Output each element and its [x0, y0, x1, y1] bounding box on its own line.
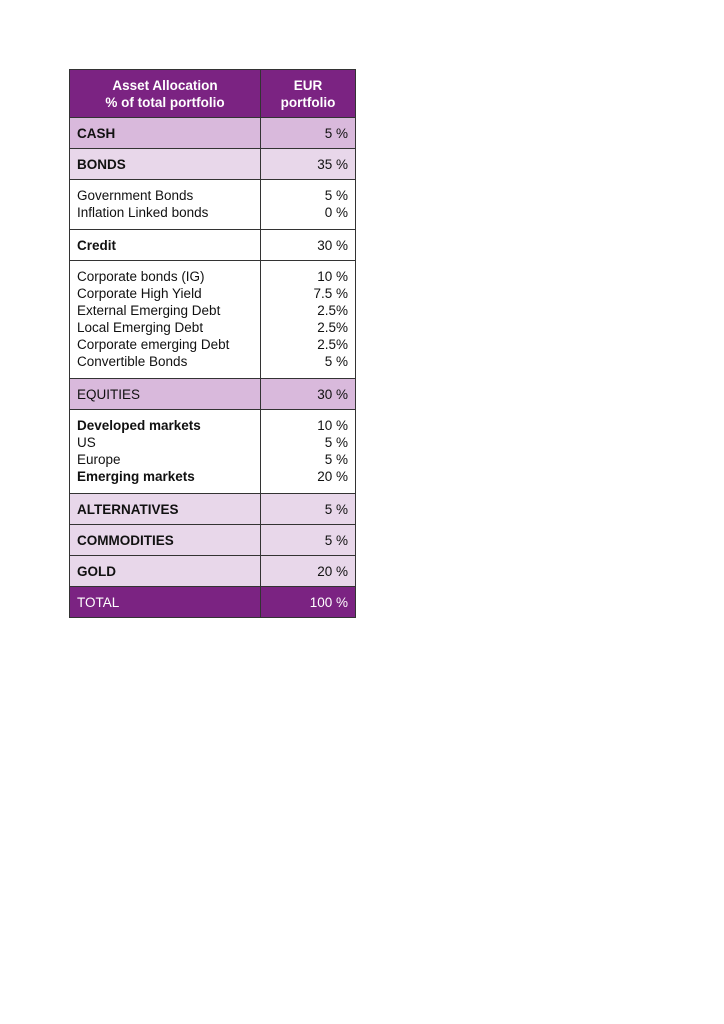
- commodities-label: COMMODITIES: [70, 525, 261, 556]
- local-emerging-debt-value: 2.5%: [317, 320, 348, 335]
- bonds-breakdown-labels: [70, 180, 261, 230]
- header-asset-allocation: [70, 70, 261, 118]
- header-col1-line2: % of total portfolio: [105, 94, 225, 110]
- row-gold: [70, 556, 356, 587]
- alternatives-label: ALTERNATIVES: [70, 494, 261, 525]
- government-bonds-value: 5 %: [324, 188, 348, 203]
- equities-label: EQUITIES: [70, 379, 261, 410]
- row-alternatives: [70, 494, 356, 525]
- europe-value: 5 %: [324, 452, 348, 467]
- government-bonds-label: Government Bonds: [77, 188, 194, 203]
- table-header-row: [70, 70, 356, 118]
- corporate-emerging-debt-value: 2.5%: [317, 337, 348, 352]
- credit-breakdown-values: [261, 261, 356, 379]
- corporate-high-yield-value: 7.5 %: [313, 286, 348, 301]
- row-total: [70, 587, 356, 618]
- gold-value: 20 %: [261, 556, 356, 587]
- credit-label: Credit: [70, 230, 261, 261]
- inflation-linked-bonds-value: 0 %: [324, 205, 348, 220]
- equities-breakdown-values: [261, 410, 356, 494]
- row-equities-breakdown: [70, 410, 356, 494]
- row-credit: [70, 230, 356, 261]
- us-label: US: [77, 435, 96, 450]
- emerging-markets-label: Emerging markets: [77, 469, 195, 484]
- us-value: 5 %: [324, 435, 348, 450]
- developed-markets-label: Developed markets: [77, 418, 201, 433]
- convertible-bonds-value: 5 %: [324, 354, 348, 369]
- emerging-markets-value: 20 %: [317, 469, 348, 484]
- bonds-value: 35 %: [261, 149, 356, 180]
- corporate-emerging-debt-label: Corporate emerging Debt: [77, 337, 230, 352]
- local-emerging-debt-label: Local Emerging Debt: [77, 320, 204, 335]
- header-col2-line1: EUR: [293, 77, 323, 93]
- bonds-label: BONDS: [70, 149, 261, 180]
- developed-markets-value: 10 %: [317, 418, 348, 433]
- credit-value: 30 %: [261, 230, 356, 261]
- row-credit-breakdown: [70, 261, 356, 379]
- europe-label: Europe: [77, 452, 121, 467]
- bonds-breakdown-values: [261, 180, 356, 230]
- gold-label: GOLD: [70, 556, 261, 587]
- credit-breakdown-labels: [70, 261, 261, 379]
- corporate-bonds-ig-label: Corporate bonds (IG): [77, 269, 205, 284]
- row-cash: [70, 118, 356, 149]
- cash-value: 5 %: [261, 118, 356, 149]
- external-emerging-debt-value: 2.5%: [317, 303, 348, 318]
- equities-breakdown-labels: [70, 410, 261, 494]
- total-label: TOTAL: [70, 587, 261, 618]
- corporate-bonds-ig-value: 10 %: [317, 269, 348, 284]
- header-eur-portfolio: [261, 70, 356, 118]
- row-commodities: [70, 525, 356, 556]
- row-bonds-breakdown: [70, 180, 356, 230]
- total-value: 100 %: [261, 587, 356, 618]
- corporate-high-yield-label: Corporate High Yield: [77, 286, 202, 301]
- row-bonds: [70, 149, 356, 180]
- header-col1-line1: Asset Allocation: [112, 77, 218, 93]
- row-equities: [70, 379, 356, 410]
- alternatives-value: 5 %: [261, 494, 356, 525]
- external-emerging-debt-label: External Emerging Debt: [77, 303, 221, 318]
- commodities-value: 5 %: [261, 525, 356, 556]
- inflation-linked-bonds-label: Inflation Linked bonds: [77, 205, 209, 220]
- cash-label: CASH: [70, 118, 261, 149]
- convertible-bonds-label: Convertible Bonds: [77, 354, 188, 369]
- asset-allocation-table: [69, 69, 356, 618]
- header-col2-line2: portfolio: [280, 94, 336, 110]
- equities-value: 30 %: [261, 379, 356, 410]
